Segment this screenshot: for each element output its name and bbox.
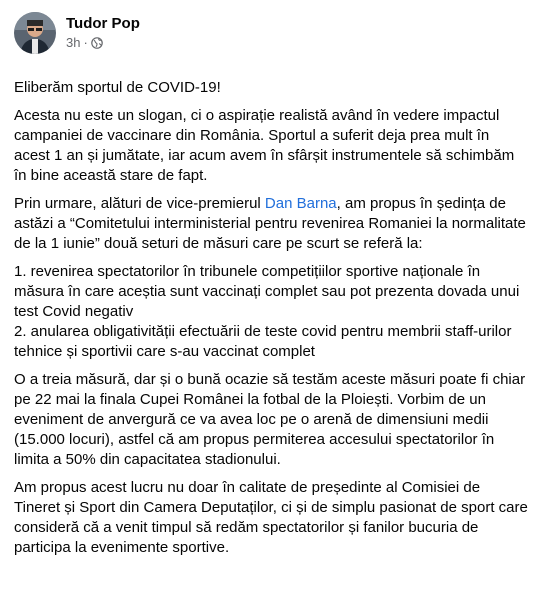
paragraph-intro: Acesta nu este un slogan, ci o aspirație realistă având în vedere impactul campaniei de vaccinare din România. Sportul a suferit deja prea mult în acest 1 an și jumătate, iar acum avem în sfârșit instrumentele să schimbăm în bine această stare de fapt.: [14, 107, 515, 184]
measure-item-2: 2. anularea obligativității efectuării de teste covid pentru membrii staff-urilor tehnice și sportivii care s-au vaccinat complet: [14, 323, 512, 360]
post-header: [14, 10, 529, 62]
avatar[interactable]: [14, 12, 56, 54]
post-body: [14, 78, 529, 558]
post-subline: [66, 35, 140, 51]
paragraph-text: Prin urmare, alături de vice-premierul: [14, 195, 265, 212]
paragraph-closing: Am propus acest lucru nu doar în calitate de președinte al Comisiei de Tineret și Sport din Camera Deputaților, ci și de simplu pasionat de sport care consideră că a venit timpul să redăm spectatorilor și fanilor bucuria de participa la evenimente sportive.: [14, 479, 528, 556]
post-timestamp[interactable]: 3h: [66, 35, 81, 50]
separator-dot: ·: [83, 35, 88, 50]
mention-link-dan-barna[interactable]: Dan Barna: [264, 195, 337, 212]
paragraph-measures-list: [14, 262, 529, 362]
post-meta: [66, 14, 140, 51]
measure-item-1: 1. revenirea spectatorilor în tribunele competițiilor sportive naționale în măsura în care aceștia sunt vaccinați complet sau pot prezenta dovada unui test Covid negativ: [14, 263, 520, 320]
paragraph-third-measure: O a treia măsură, dar și o bună ocazie să testăm aceste măsuri poate fi chiar pe 22 mai la finala Cupei Românei la fotbal de la Ploiești. Vorbim de un eveniment de anvergură ce va avea loc pe o arenă de dimensiuni medii (15.000 locuri), astfel că am propus permiterea accesului spectatorilor în limita a 50% din capacitatea stadionului.: [14, 371, 526, 468]
paragraph-title: Eliberăm sportul de COVID-19!: [14, 79, 221, 96]
author-name[interactable]: Tudor Pop: [66, 15, 140, 32]
paragraph-measures-intro: [14, 194, 529, 254]
avatar-image: [14, 12, 56, 54]
globe-icon[interactable]: [91, 37, 103, 49]
paragraph-text: , am propus în ședința de astăzi a “Comitetului interministerial pentru revenirea Romaniei la normalitate de la 1 iunie” două seturi de măsuri care pe scurt se referă la:: [14, 195, 526, 252]
